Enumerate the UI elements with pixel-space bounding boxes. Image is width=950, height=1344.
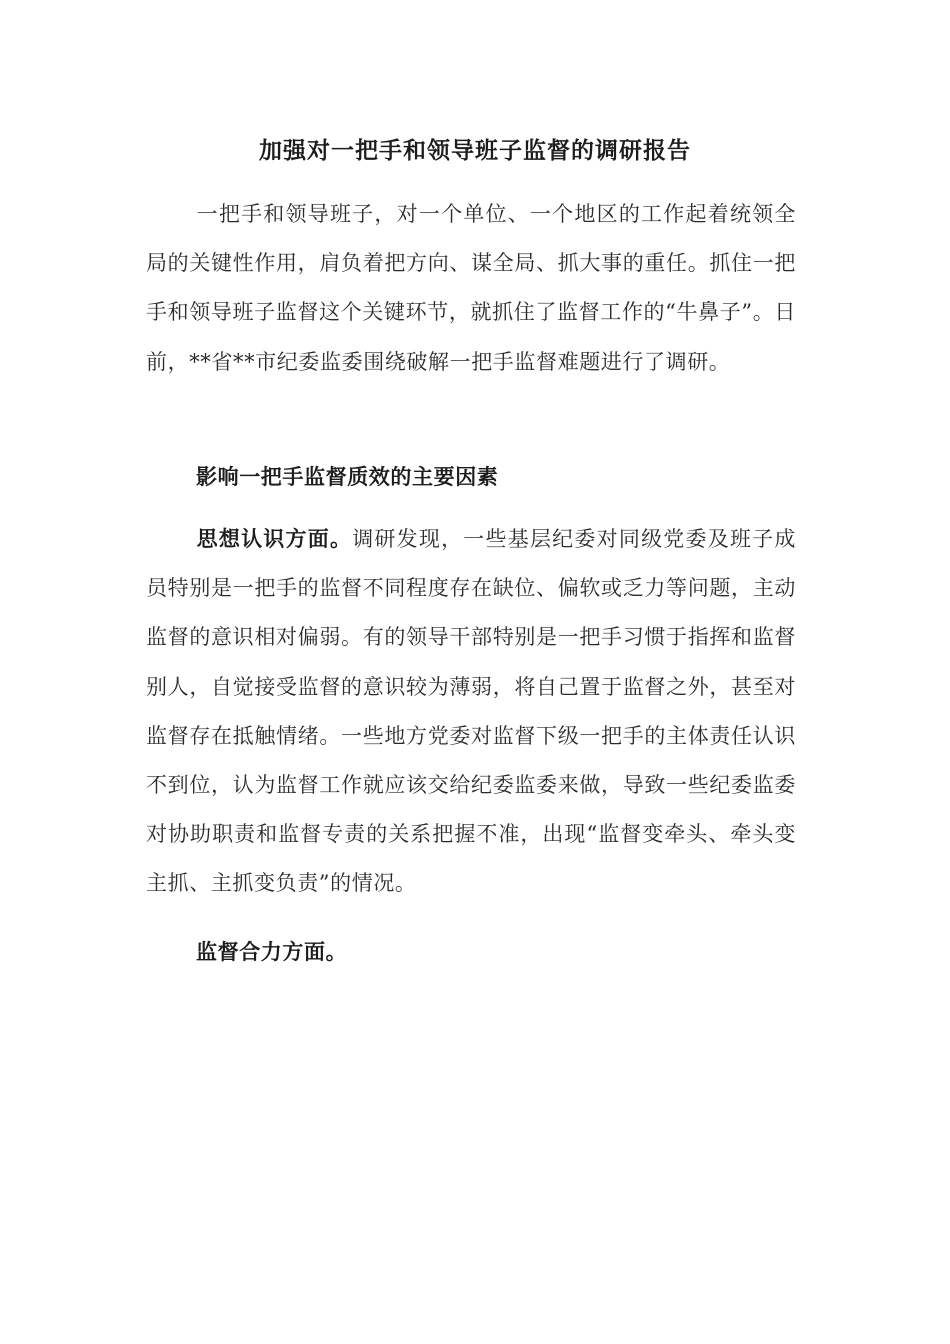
document-title: 加强对一把手和领导班子监督的调研报告: [259, 137, 691, 164]
subsection-lead-synergy: 监督合力方面。: [196, 939, 348, 964]
subsection-text-thinking: 调研发现，一些基层纪委对同级党委及班子成员特别是一把手的监督不同程度存在缺位、偏软或乏力等问题，主动监督的意识相对偏弱。有的领导干部特别是一把手习惯于指挥和监督别人，自觉接受监督的意识较为薄弱，将自己置于监督之外，甚至对监督存在抵触情绪。一些地方党委对监督下级一把手的主体责任认识不到位，认为监督工作就应该交给纪委监委来做，导致一些纪委监委对协助职责和监督专责的关系把握不准，出现“监督变牵头、牵头变主抓、主抓变负责”的情况。: [146, 527, 797, 896]
intro-paragraph: [146, 190, 796, 387]
intro-text: 一把手和领导班子，对一个单位、一个地区的工作起着统领全局的关键性作用，肩负着把方向、谋全局、抓大事的重任。抓住一把手和领导班子监督这个关键环节，就抓住了监督工作的“牛鼻子”。日前，**省**市纪委监委围绕破解一把手监督难题进行了调研。: [146, 202, 796, 374]
subsection-paragraph-thinking: [146, 514, 796, 909]
subsection-lead-thinking: 思想认识方面。: [196, 526, 353, 551]
section-heading: 影响一把手监督质效的主要因素: [196, 464, 499, 489]
